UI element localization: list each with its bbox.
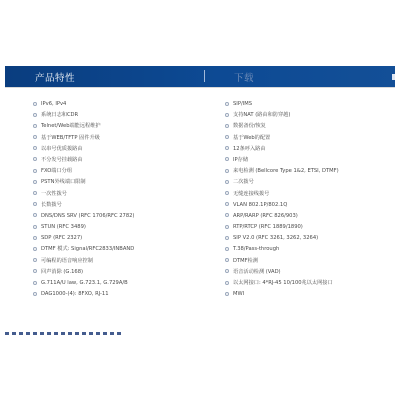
bullet-icon: [33, 202, 37, 206]
bullet-icon: [225, 269, 229, 273]
ruler-tick: [117, 332, 121, 335]
list-item: FXO端口分组: [33, 166, 203, 177]
bullet-icon: [225, 157, 229, 161]
bullet-icon: [33, 213, 37, 217]
bullet-icon: [33, 225, 37, 229]
bullet-icon: [33, 292, 37, 296]
bullet-icon: [225, 292, 229, 296]
list-item: ARP/RARP (RFC 826/903): [225, 211, 395, 222]
list-item: MWI: [225, 289, 395, 300]
ruler-tick: [61, 332, 65, 335]
bullet-icon: [225, 225, 229, 229]
list-item: IPv6, IPv4: [33, 99, 203, 110]
ruler-tick: [54, 332, 58, 335]
list-item: 二次拨号: [225, 177, 395, 188]
bullet-icon: [225, 191, 229, 195]
list-item: 12条呼入路由: [225, 144, 395, 155]
ruler-tick: [12, 332, 16, 335]
ruler-tick: [82, 332, 86, 335]
ruler-tick: [33, 332, 37, 335]
bullet-icon: [225, 102, 229, 106]
list-item: PSTN外线端口限制: [33, 177, 203, 188]
bullet-icon: [33, 169, 37, 173]
list-item: 基于WEB/TFTP 固件升级: [33, 133, 203, 144]
list-item: VLAN 802.1P/802.1Q: [225, 200, 395, 211]
header-title-download[interactable]: 下载: [234, 73, 255, 84]
bullet-icon: [33, 157, 37, 161]
bullet-icon: [225, 281, 229, 285]
bullet-icon: [225, 258, 229, 262]
list-item: RTP/RTCP (RFC 1889/1890): [225, 222, 395, 233]
list-item: IP存储: [225, 155, 395, 166]
list-item: 数据备份/恢复: [225, 121, 395, 132]
list-item: 不分发号挂载路由: [33, 155, 203, 166]
ruler-tick: [103, 332, 107, 335]
bullet-icon: [33, 236, 37, 240]
bullet-icon: [225, 146, 229, 150]
bullet-icon: [33, 135, 37, 139]
bullet-icon: [33, 180, 37, 184]
bullet-icon: [225, 113, 229, 117]
list-item: 支持NAT (路由和防穿越): [225, 110, 395, 121]
bullet-icon: [33, 113, 37, 117]
ruler-tick: [5, 332, 9, 335]
list-item: T.38/Pass-through: [225, 244, 395, 255]
bullet-icon: [33, 269, 37, 273]
features-list-right: [225, 99, 395, 300]
bullet-icon: [225, 169, 229, 173]
list-item: 无缝连接线拨号: [225, 189, 395, 200]
list-item: 以串号优质拨路由: [33, 144, 203, 155]
list-item: 基于Web的配置: [225, 133, 395, 144]
bullet-icon: [225, 180, 229, 184]
ruler-tick: [89, 332, 93, 335]
ruler-tick: [26, 332, 30, 335]
list-item: G.711A/U law, G.723.1, G.729A/B: [33, 278, 203, 289]
bullet-icon: [33, 281, 37, 285]
list-item: DTMF 模式: Signal/RFC2833/INBAND: [33, 244, 203, 255]
list-item: SDP (RFC 2327): [33, 233, 203, 244]
ruler-tick: [19, 332, 23, 335]
list-item: SIP/IMS: [225, 99, 395, 110]
bullet-icon: [225, 236, 229, 240]
bullet-icon: [33, 102, 37, 106]
features-list-left: [33, 99, 203, 300]
list-item: 可编程的语音响应控制: [33, 256, 203, 267]
list-item: DAG1000-(4): 8FXO, RJ-11: [33, 289, 203, 300]
list-item: 语音活动检测 (VAD): [225, 267, 395, 278]
ruler-tick: [75, 332, 79, 335]
bullet-icon: [33, 247, 37, 251]
bullet-icon: [225, 135, 229, 139]
list-item: 长数拨号: [33, 200, 203, 211]
list-item: STUN (RFC 3489): [33, 222, 203, 233]
list-item: 系统日志和CDR: [33, 110, 203, 121]
ruler-tick: [110, 332, 114, 335]
footer-ruler-decoration: [5, 332, 125, 338]
ruler-tick: [68, 332, 72, 335]
bullet-icon: [225, 247, 229, 251]
bullet-icon: [225, 202, 229, 206]
bullet-icon: [225, 213, 229, 217]
section-header-bar: [5, 66, 395, 87]
list-item: 来电检测 (Bellcore Type 1&2, ETSI, DTMF): [225, 166, 395, 177]
bullet-icon: [33, 258, 37, 262]
bullet-icon: [225, 124, 229, 128]
list-item: 回声消除 (G.168): [33, 267, 203, 278]
bullet-icon: [33, 146, 37, 150]
list-item: DNS/DNS SRV (RFC 1706/RFC 2782): [33, 211, 203, 222]
list-item: SIP V2.0 (RFC 3261, 3262, 3264): [225, 233, 395, 244]
header-end-mark: [392, 74, 395, 80]
bullet-icon: [33, 191, 37, 195]
ruler-tick: [47, 332, 51, 335]
bullet-icon: [33, 124, 37, 128]
list-item: 以太网接口: 4*RJ-45 10/100兆以太网接口: [225, 278, 395, 289]
list-item: DTMF检测: [225, 256, 395, 267]
ruler-tick: [40, 332, 44, 335]
header-divider: [204, 70, 205, 82]
list-item: Telnet/Web端能远程维护: [33, 121, 203, 132]
ruler-tick: [96, 332, 100, 335]
list-item: 一次性拨号: [33, 189, 203, 200]
header-title-features: 产品特性: [35, 73, 76, 84]
